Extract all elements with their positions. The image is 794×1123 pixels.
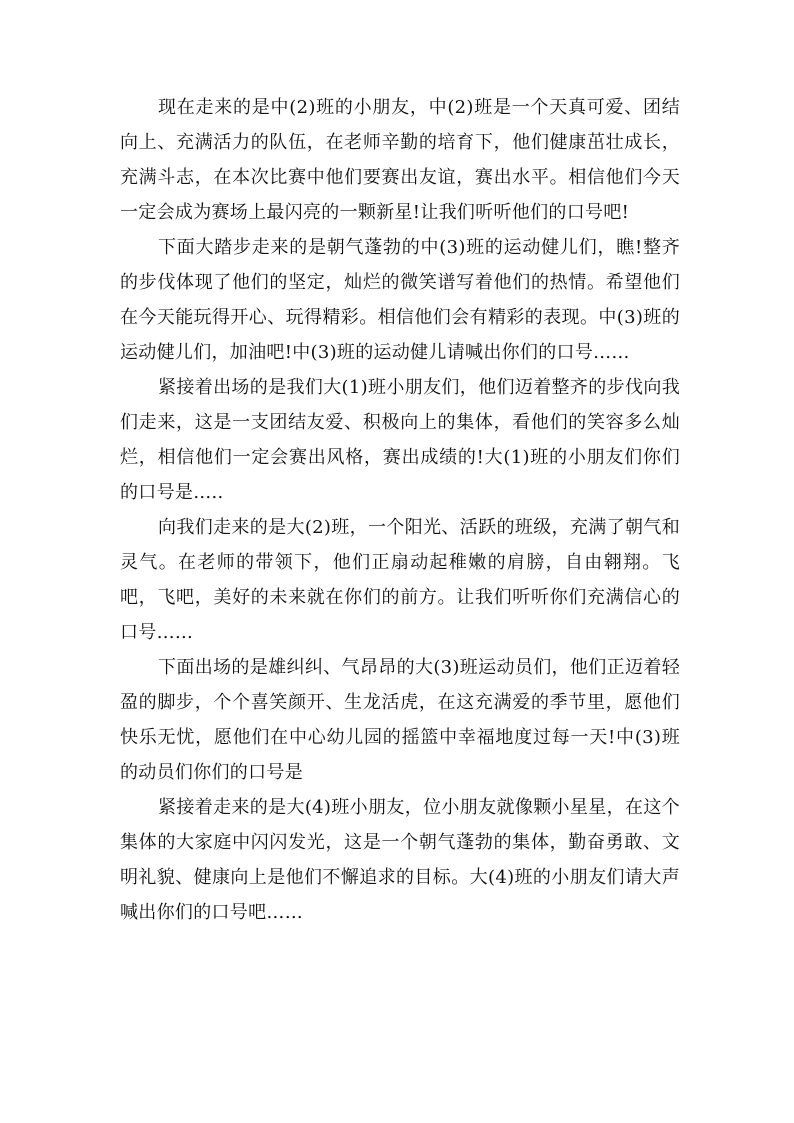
paragraph: 向我们走来的是大(2)班，一个阳光、活跃的班级，充满了朝气和灵气。在老师的带领下，他们正扇动起稚嫩的肩膀，自由翱翔。飞吧，飞吧，美好的未来就在你们的前方。让我们听听你们充满信心的口号…… [120,517,680,643]
paragraph: 紧接着走来的是大(4)班小朋友，位小朋友就像颗小星星，在这个集体的大家庭中闪闪发光，这是一个朝气蓬勃的集体，勤奋勇敢、文明礼貌、健康向上是他们不懈追求的目标。大(4)班的小朋友们请大声喊出你们的口号吧…… [120,797,680,923]
document-body [120,90,680,930]
paragraph: 下面出场的是雄纠纠、气昂昂的大(3)班运动员们，他们正迈着轻盈的脚步，个个喜笑颜开、生龙活虎，在这充满爱的季节里，愿他们快乐无忧，愿他们在中心幼儿园的摇篮中幸福地度过每一天!中(3)班的动员们你们的口号是 [120,657,680,783]
paragraph: 下面大踏步走来的是朝气蓬勃的中(3)班的运动健儿们，瞧!整齐的步伐体现了他们的坚定，灿烂的微笑谱写着他们的热情。希望他们在今天能玩得开心、玩得精彩。相信他们会有精彩的表现。中(3)班的运动健儿们，加油吧!中(3)班的运动健儿请喊出你们的口号…… [120,237,680,363]
paragraph: 现在走来的是中(2)班的小朋友，中(2)班是一个天真可爱、团结向上、充满活力的队伍，在老师辛勤的培育下，他们健康茁壮成长，充满斗志，在本次比赛中他们要赛出友谊，赛出水平。相信他们今天一定会成为赛场上最闪亮的一颗新星!让我们听听他们的口号吧! [120,97,680,223]
paragraph: 紧接着出场的是我们大(1)班小朋友们，他们迈着整齐的步伐向我们走来，这是一支团结友爱、积极向上的集体，看他们的笑容多么灿烂，相信他们一定会赛出风格，赛出成绩的!大(1)班的小朋友们你们的口号是….. [120,377,680,503]
